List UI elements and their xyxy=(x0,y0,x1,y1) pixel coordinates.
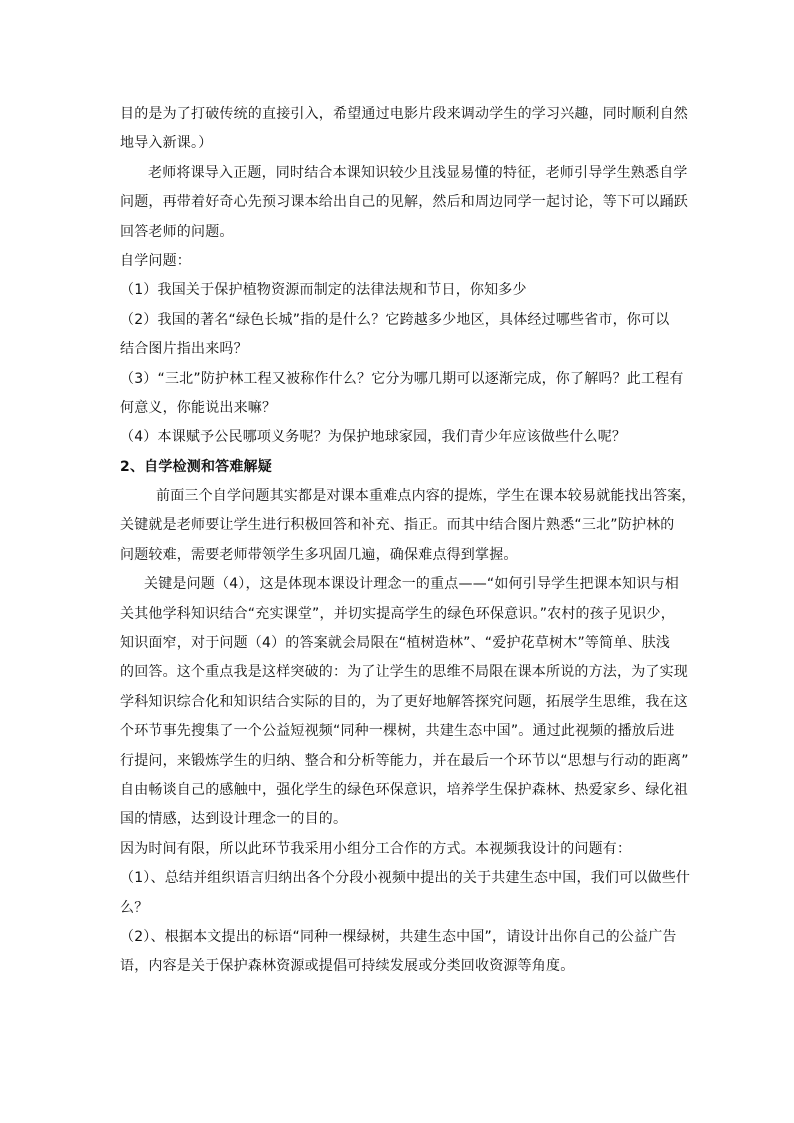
paragraph-line: 问题较难，需要老师带领学生多巩固几遍，确保难点得到掌握。 xyxy=(120,546,518,563)
paragraph-line: 前面三个自学问题其实都是对课本重难点内容的提炼，学生在课本较易就能找出答案， xyxy=(156,488,696,505)
paragraph-line: 行提问，来锻炼学生的归纳、整合和分析等能力，并在最后一个环节以“思想与行动的距离” xyxy=(120,752,689,769)
paragraph-line: 关其他学科知识结合“充实课堂”，并切实提高学生的绿色环保意识。”农村的孩子见识少， xyxy=(120,605,675,622)
paragraph-line: 的回答。这个重点我是这样突破的：为了让学生的思维不局限在课本所说的方法，为了实现 xyxy=(120,664,688,681)
question-item: （1）我国关于保护植物资源而制定的法律法规和节日，你知多少 xyxy=(120,282,527,299)
section-heading: 2、自学检测和答难解疑 xyxy=(120,458,272,475)
question-item-continued: 么？ xyxy=(120,899,149,916)
paragraph-line: 因为时间有限，所以此环节我采用小组分工合作的方式。本视频我设计的问题有： xyxy=(120,840,632,857)
paragraph-line: 地导入新课。） xyxy=(120,135,213,152)
question-item-continued: 语，内容是关于保护森林资源或提倡可持续发展或分类回收资源等角度。 xyxy=(120,958,575,975)
paragraph-line: 目的是为了打破传统的直接引入，希望通过电影片段来调动学生的学习兴趣，同时顺利自然 xyxy=(120,106,688,122)
question-item: （1）、总结并组织语言归纳出各个分段小视频中提出的关于共建生态中国，我们可以做些什 xyxy=(120,870,691,887)
question-item: （2）、根据本文提出的标语“同种一棵绿树，共建生态中国”，请设计出你自己的公益广告 xyxy=(120,928,677,945)
paragraph-line: 知识面窄，对于问题（4）的答案就会局限在“植树造林”、“爱护花草树木”等简单、肤浅 xyxy=(120,635,671,652)
paragraph-line: 关键是问题（4），这是体现本课设计理念一的重点——“如何引导学生把课本知识与相 xyxy=(144,576,679,593)
question-item: （2）我国的著名“绿色长城”指的是什么？它跨越多少地区，具体经过哪些省市，你可以 xyxy=(120,311,670,328)
document-page xyxy=(120,100,696,982)
question-item: （4）本课赋予公民哪项义务呢？为保护地球家园，我们青少年应该做些什么呢？ xyxy=(120,429,627,446)
paragraph-line: 老师将课导入正题，同时结合本课知识较少且浅显易懂的特征，老师引导学生熟悉自学 xyxy=(148,164,688,181)
paragraph-line: 问题，再带着好奇心先预习课本给出自己的见解，然后和周边同学一起讨论，等下可以踊跃 xyxy=(120,194,688,211)
question-item-continued: 何意义，你能说出来嘛？ xyxy=(120,399,277,416)
paragraph-line: 个环节事先搜集了一个公益短视频“同种一棵树，共建生态中国”。通过此视频的播放后进 xyxy=(120,723,675,740)
paragraph-line: 学科知识综合化和知识结合实际的目的，为了更好地解答探究问题，拓展学生思维，我在这 xyxy=(120,693,688,710)
paragraph-line: 国的情感，达到设计理念一的目的。 xyxy=(120,811,348,828)
question-item: （3）“三北”防护林工程又被称作什么？它分为哪几期可以逐渐完成，你了解吗？此工程有 xyxy=(120,370,684,387)
question-item-continued: 结合图片指出来吗？ xyxy=(120,341,248,358)
paragraph-line: 关键就是老师要让学生进行积极回答和补充、指正。而其中结合图片熟悉“三北”防护林的 xyxy=(120,517,675,534)
paragraph-line: 回答老师的问题。 xyxy=(120,223,234,240)
section-label: 自学问题： xyxy=(120,252,191,269)
paragraph-line: 自由畅谈自己的感触中，强化学生的绿色环保意识，培养学生保护森林、热爱家乡、绿化祖 xyxy=(120,781,688,798)
